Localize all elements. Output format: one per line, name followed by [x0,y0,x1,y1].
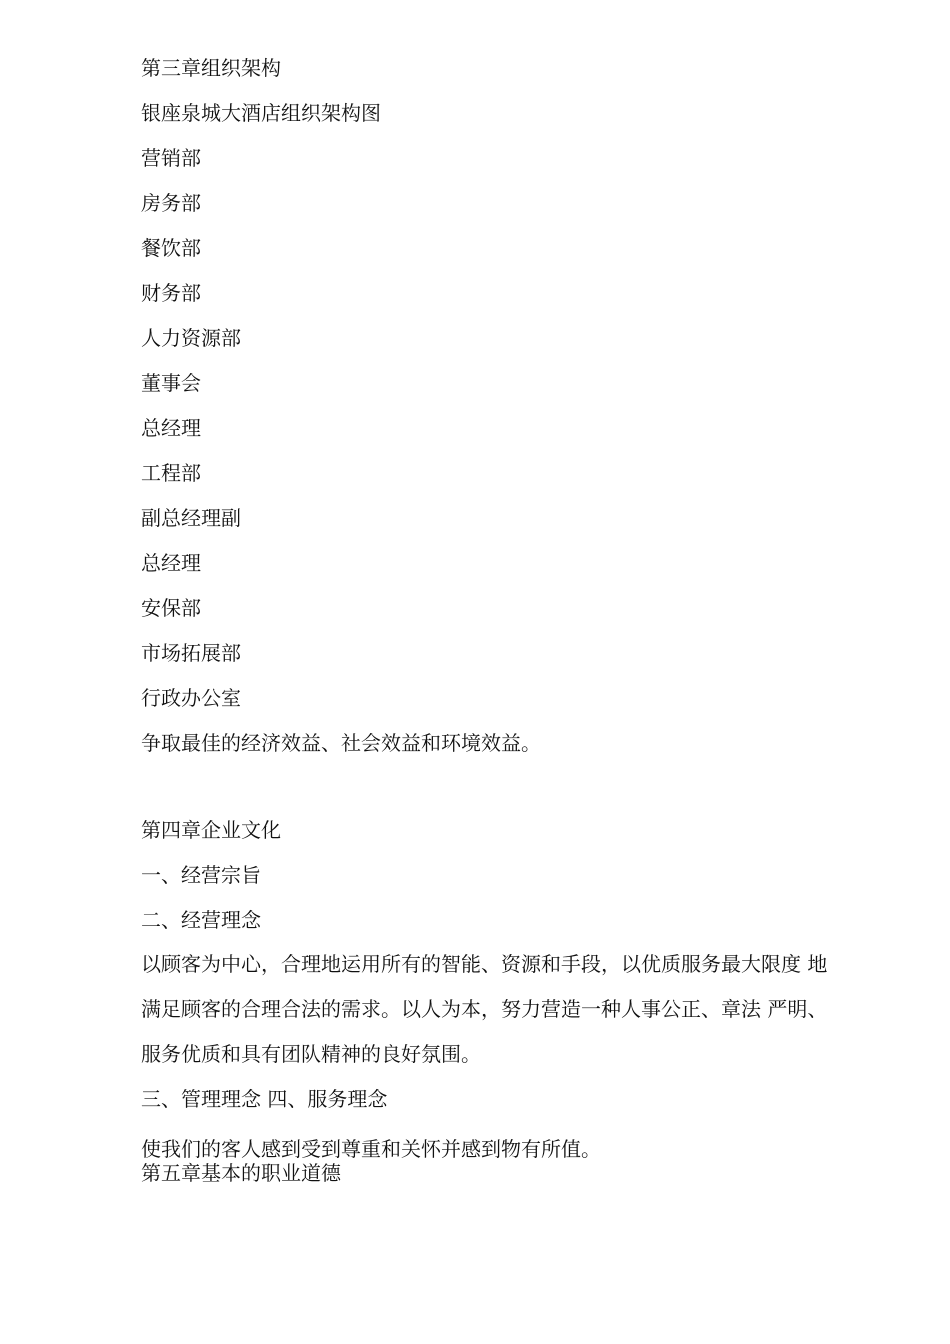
org-unit: 董事会 [141,371,201,395]
chapter4-title: 第四章企业文化 [141,818,281,842]
section-heading-management-service: 三、管理理念 四、服务理念 [141,1087,388,1111]
philosophy-line: 满足顾客的合理合法的需求。以人为本，努力营造一种人事公正、章法 严明、 [141,997,828,1021]
org-unit: 副总经理副 [141,506,241,530]
org-unit: 总经理 [141,416,201,440]
philosophy-paragraph [141,942,891,1077]
org-unit: 工程部 [141,461,201,485]
org-unit: 餐饮部 [141,236,201,260]
org-unit: 总经理 [141,551,201,575]
org-unit: 安保部 [141,596,201,620]
org-unit: 行政办公室 [141,686,241,710]
org-unit: 市场拓展部 [141,641,241,665]
org-unit: 人力资源部 [141,326,241,350]
org-chart-title: 银座泉城大酒店组织架构图 [141,101,381,125]
goal-statement: 争取最佳的经济效益、社会效益和环境效益。 [141,731,541,755]
philosophy-line: 以顾客为中心，合理地运用所有的智能、资源和手段，以优质服务最大限度 地 [141,952,828,976]
org-unit: 营销部 [141,146,201,170]
section-heading-philosophy: 二、经营理念 [141,908,261,932]
org-unit: 财务部 [141,281,201,305]
service-statement: 使我们的客人感到受到尊重和关怀并感到物有所值。 [141,1137,601,1161]
philosophy-line: 服务优质和具有团队精神的良好氛围。 [141,1042,481,1066]
section-heading-purpose: 一、经营宗旨 [141,863,261,887]
chapter5-title: 第五章基本的职业道德 [141,1161,341,1185]
org-unit: 房务部 [141,191,201,215]
chapter3-title: 第三章组织架构 [141,56,281,80]
